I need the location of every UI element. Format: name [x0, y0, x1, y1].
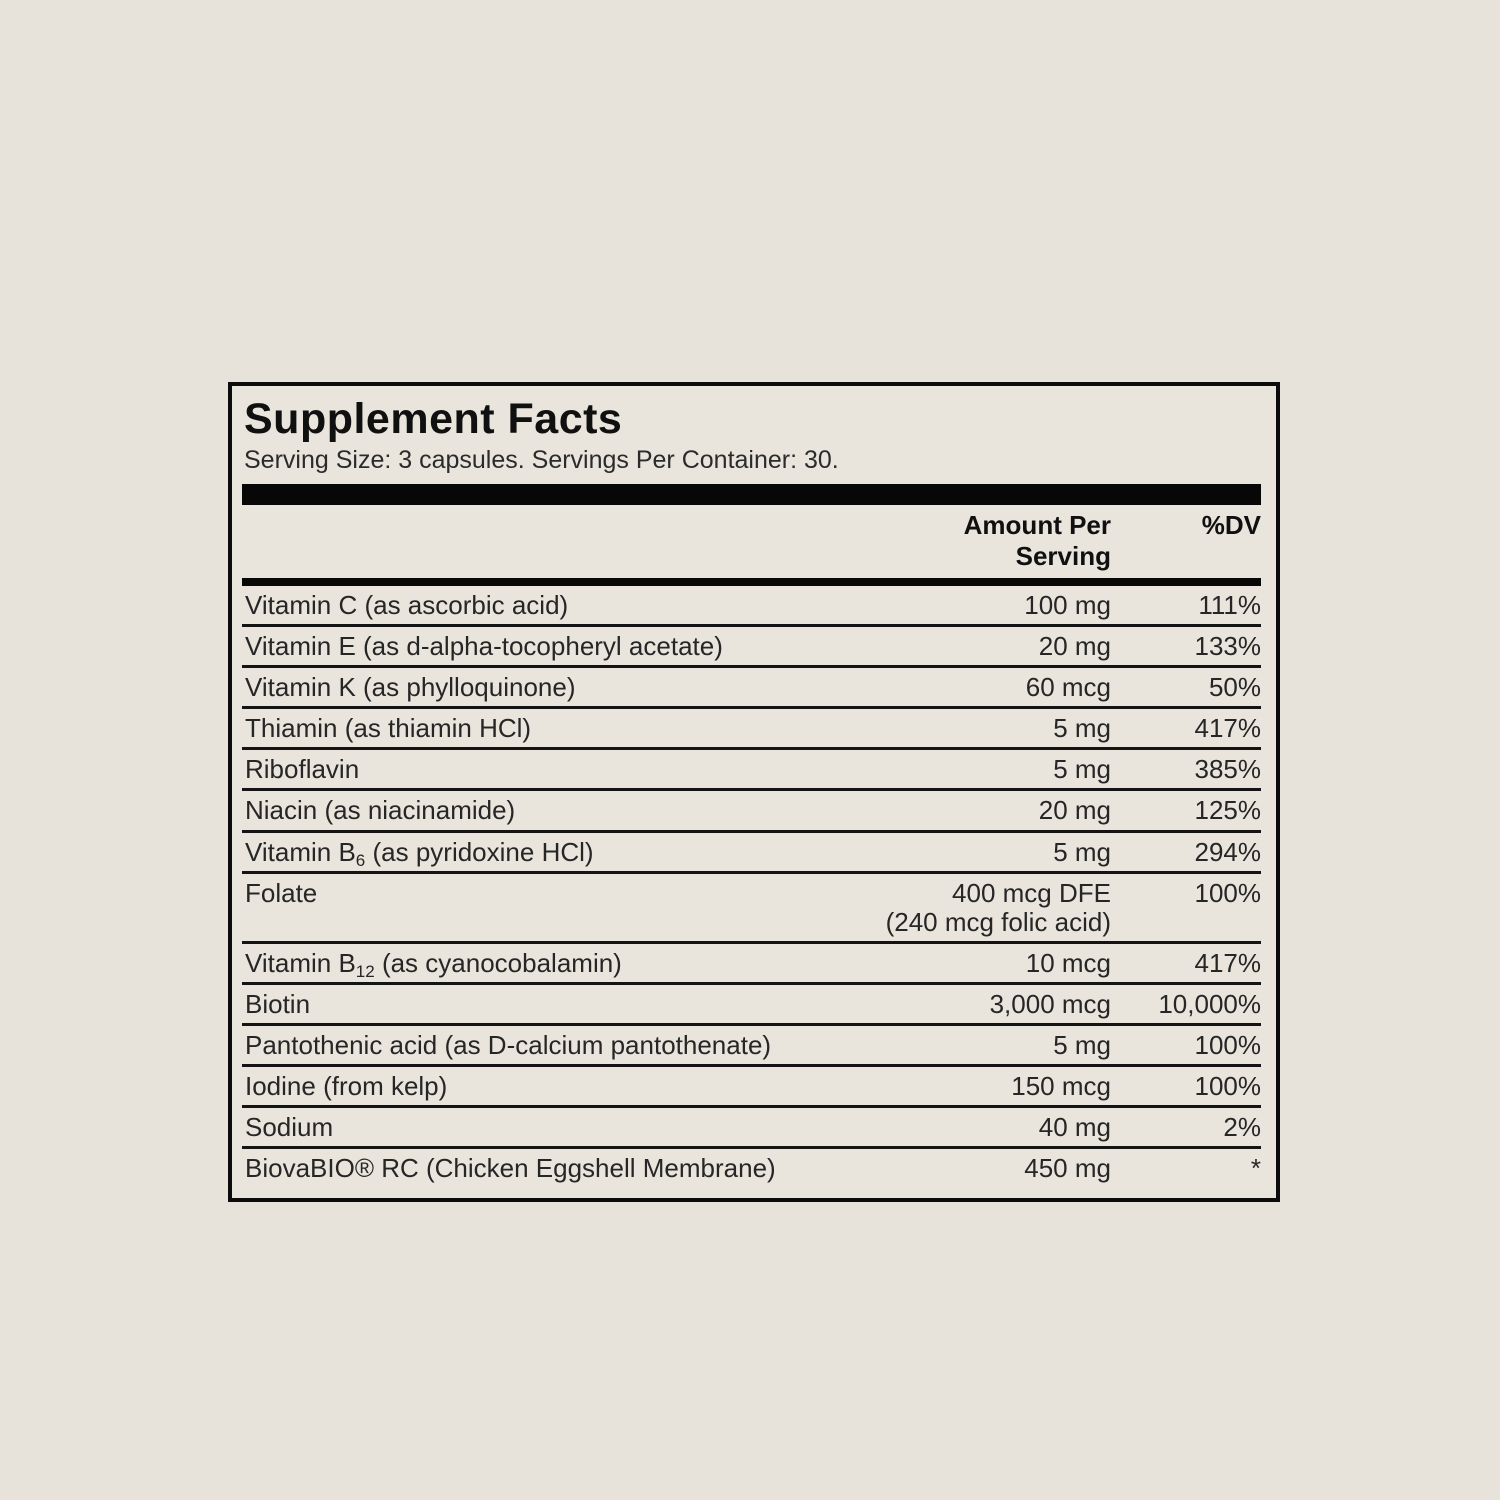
nutrient-name: Riboflavin — [245, 754, 360, 785]
nutrient-dv: 111% — [1198, 589, 1261, 620]
nutrient-dv: 385% — [1194, 754, 1261, 785]
nutrient-name: Vitamin C (as ascorbic acid) — [245, 589, 569, 620]
nutrient-amount: 40 mg — [1038, 1112, 1111, 1143]
table-row — [242, 874, 1261, 944]
nutrient-amount: 150 mcg — [1011, 1071, 1111, 1102]
nutrient-table-body — [242, 586, 1261, 1192]
nutrient-amount: 400 mcg DFE (240 mcg folic acid) — [881, 879, 1111, 937]
table-row — [242, 791, 1261, 832]
nutrient-dv: 2% — [1223, 1112, 1261, 1143]
nutrient-amount: 20 mg — [1038, 631, 1111, 661]
nutrient-amount: 100 mg — [1024, 589, 1111, 620]
nutrient-name: Vitamin E (as d-alpha-tocopheryl acetate) — [245, 631, 723, 661]
nutrient-name: Pantothenic acid (as D-calcium pantothenate) — [245, 1030, 772, 1061]
column-header-dv: %DV — [1201, 509, 1261, 540]
table-row — [242, 709, 1261, 750]
nutrient-name: BiovaBIO® RC (Chicken Eggshell Membrane) — [245, 1153, 776, 1184]
nutrient-dv: 417% — [1194, 947, 1261, 978]
nutrient-amount-secondary: (240 mcg folic acid) — [885, 906, 1111, 937]
table-row — [242, 985, 1261, 1026]
column-header-amount: Amount Per Serving — [963, 509, 1111, 571]
nutrient-dv: 125% — [1194, 795, 1261, 826]
panel-title: Supplement Facts — [244, 395, 623, 443]
nutrient-dv: 10,000% — [1158, 988, 1261, 1019]
table-row — [242, 750, 1261, 791]
table-header-row — [242, 505, 1261, 578]
table-row — [242, 833, 1261, 874]
divider-thick-top — [242, 484, 1261, 505]
nutrient-dv: 294% — [1194, 836, 1261, 867]
nutrient-name: Folate — [245, 877, 318, 908]
nutrient-amount: 5 mg — [1053, 1030, 1111, 1061]
nutrient-dv: 50% — [1208, 672, 1261, 703]
nutrient-name: Vitamin $B_6$ (as pyridoxine HCl) — [245, 836, 594, 870]
supplement-facts-panel — [228, 382, 1280, 1202]
nutrient-name: Iodine (from kelp) — [245, 1071, 448, 1102]
nutrient-name: Vitamin K (as phylloquinone) — [245, 672, 576, 703]
table-row — [242, 586, 1261, 627]
table-row — [242, 944, 1261, 985]
table-row — [242, 1149, 1261, 1191]
nutrient-dv: 100% — [1194, 877, 1261, 908]
nutrient-name: Niacin (as niacinamide) — [245, 795, 516, 826]
nutrient-amount: 450 mg — [1024, 1153, 1111, 1184]
nutrient-amount: 3,000 mcg — [989, 988, 1111, 1019]
nutrient-amount: 5 mg — [1053, 754, 1111, 785]
table-row — [242, 627, 1261, 668]
table-row — [242, 1108, 1261, 1149]
nutrient-dv: 100% — [1194, 1030, 1261, 1061]
nutrient-name: Vitamin $B_{12}$ (as cyanocobalamin) — [245, 947, 622, 981]
divider-medium — [242, 578, 1261, 586]
table-row — [242, 1026, 1261, 1067]
nutrient-amount: 10 mcg — [1025, 947, 1111, 978]
nutrient-dv: 133% — [1194, 631, 1261, 661]
nutrient-dv: 100% — [1194, 1071, 1261, 1102]
table-row — [242, 1067, 1261, 1108]
nutrient-name: Sodium — [245, 1112, 334, 1143]
nutrient-dv: 417% — [1194, 713, 1261, 744]
serving-info: Serving Size: 3 capsules. Servings Per Container: 30. — [244, 446, 839, 475]
nutrient-name: Biotin — [245, 988, 311, 1019]
nutrient-name: Thiamin (as thiamin HCl) — [245, 713, 532, 744]
nutrient-amount: 60 mcg — [1025, 672, 1111, 703]
nutrient-amount: 5 mg — [1053, 836, 1111, 867]
nutrient-amount: 20 mg — [1038, 795, 1111, 826]
table-row — [242, 668, 1261, 709]
nutrient-amount: 5 mg — [1053, 713, 1111, 744]
nutrient-dv: * — [1250, 1153, 1261, 1184]
